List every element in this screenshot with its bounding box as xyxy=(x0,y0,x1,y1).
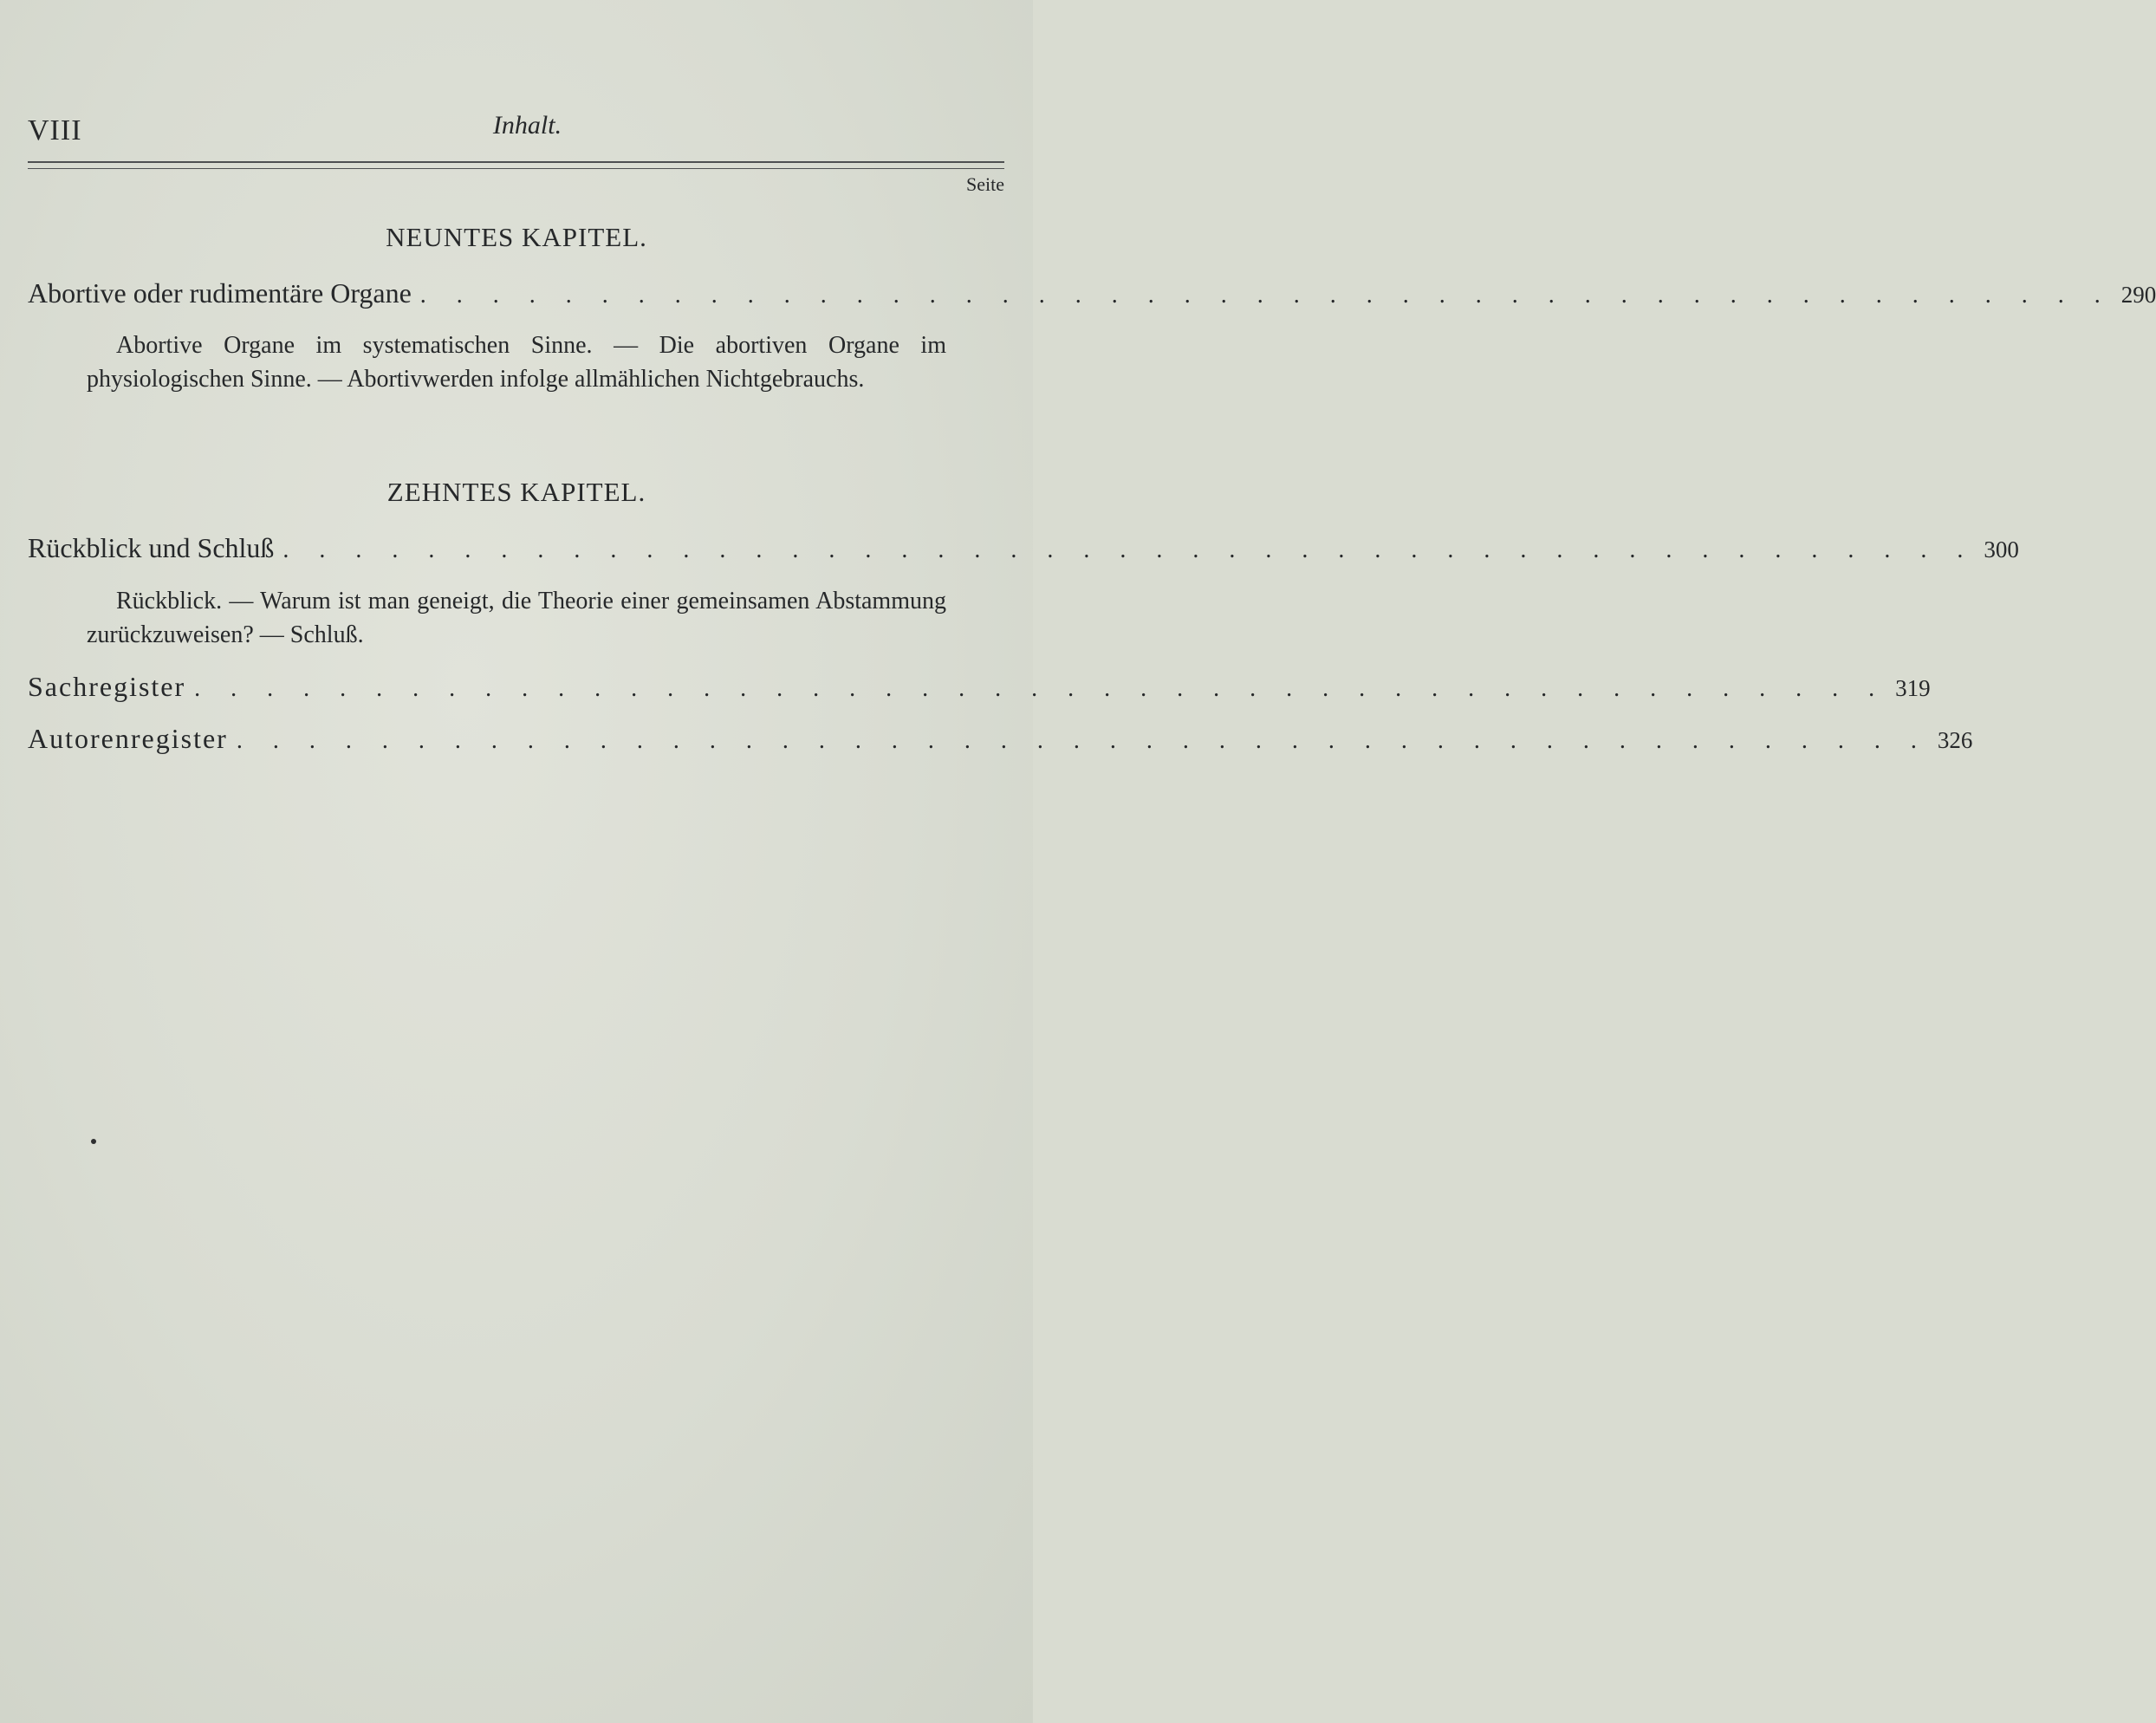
page-number: VIII xyxy=(28,114,82,146)
toc-entry[interactable] xyxy=(28,530,2019,568)
toc-page-ref: 300 xyxy=(1984,536,2019,562)
dot-leader: . . . . . . . . . . . . . . . . . . . . . . . . . . . . . . . . . . . . . . . . . . . . . . . xyxy=(419,282,2113,309)
page-header xyxy=(28,111,1004,146)
chapter-summary: Rückblick. — Warum ist man geneigt, die Theorie einer gemeinsamen Abstammung zurückzuweisen? — Schluß. xyxy=(87,588,946,648)
toc-entry-title: Abortive oder rudimentäre Organe xyxy=(28,277,412,309)
chapter-heading: NEUNTES KAPITEL. xyxy=(386,222,647,252)
header-rule-top xyxy=(28,161,1004,163)
header-rule-bottom xyxy=(28,168,1004,169)
toc-entry[interactable] xyxy=(28,721,1973,758)
page-column-label: Seite xyxy=(966,173,1004,195)
toc-entry[interactable] xyxy=(28,669,1931,706)
dot-leader: . . . . . . . . . . . . . . . . . . . . . . . . . . . . . . . . . . . . . . . . . . . . . . . xyxy=(236,727,1929,754)
toc-page-ref: 290 xyxy=(2120,282,2156,308)
running-title: Inhalt. xyxy=(492,111,562,140)
toc-entry-title: Rückblick und Schluß xyxy=(28,532,275,563)
chapter-heading: ZEHNTES KAPITEL. xyxy=(386,477,646,507)
dot-leader: . . . . . . . . . . . . . . . . . . . . . . . . . . . . . . . . . . . . . . . . . . . . . . . xyxy=(194,675,1887,702)
chapter-summary: Abortive Organe im systematischen Sinne. — Die abortiven Organe im physiologischen Sinne. — Abortivwerden infolge allmählichen Nichtgebrauchs. xyxy=(87,332,946,393)
ink-speck xyxy=(91,1139,96,1144)
dot-leader: . . . . . . . . . . . . . . . . . . . . . . . . . . . . . . . . . . . . . . . . . . . . . . . xyxy=(282,536,1976,563)
toc-page-ref: 319 xyxy=(1895,675,1931,701)
toc-entry-title: Sachregister xyxy=(28,671,186,702)
toc-page-ref: 326 xyxy=(1937,727,1973,753)
toc-entry-title: Autorenregister xyxy=(28,723,228,754)
toc-entry[interactable] xyxy=(28,276,2156,313)
